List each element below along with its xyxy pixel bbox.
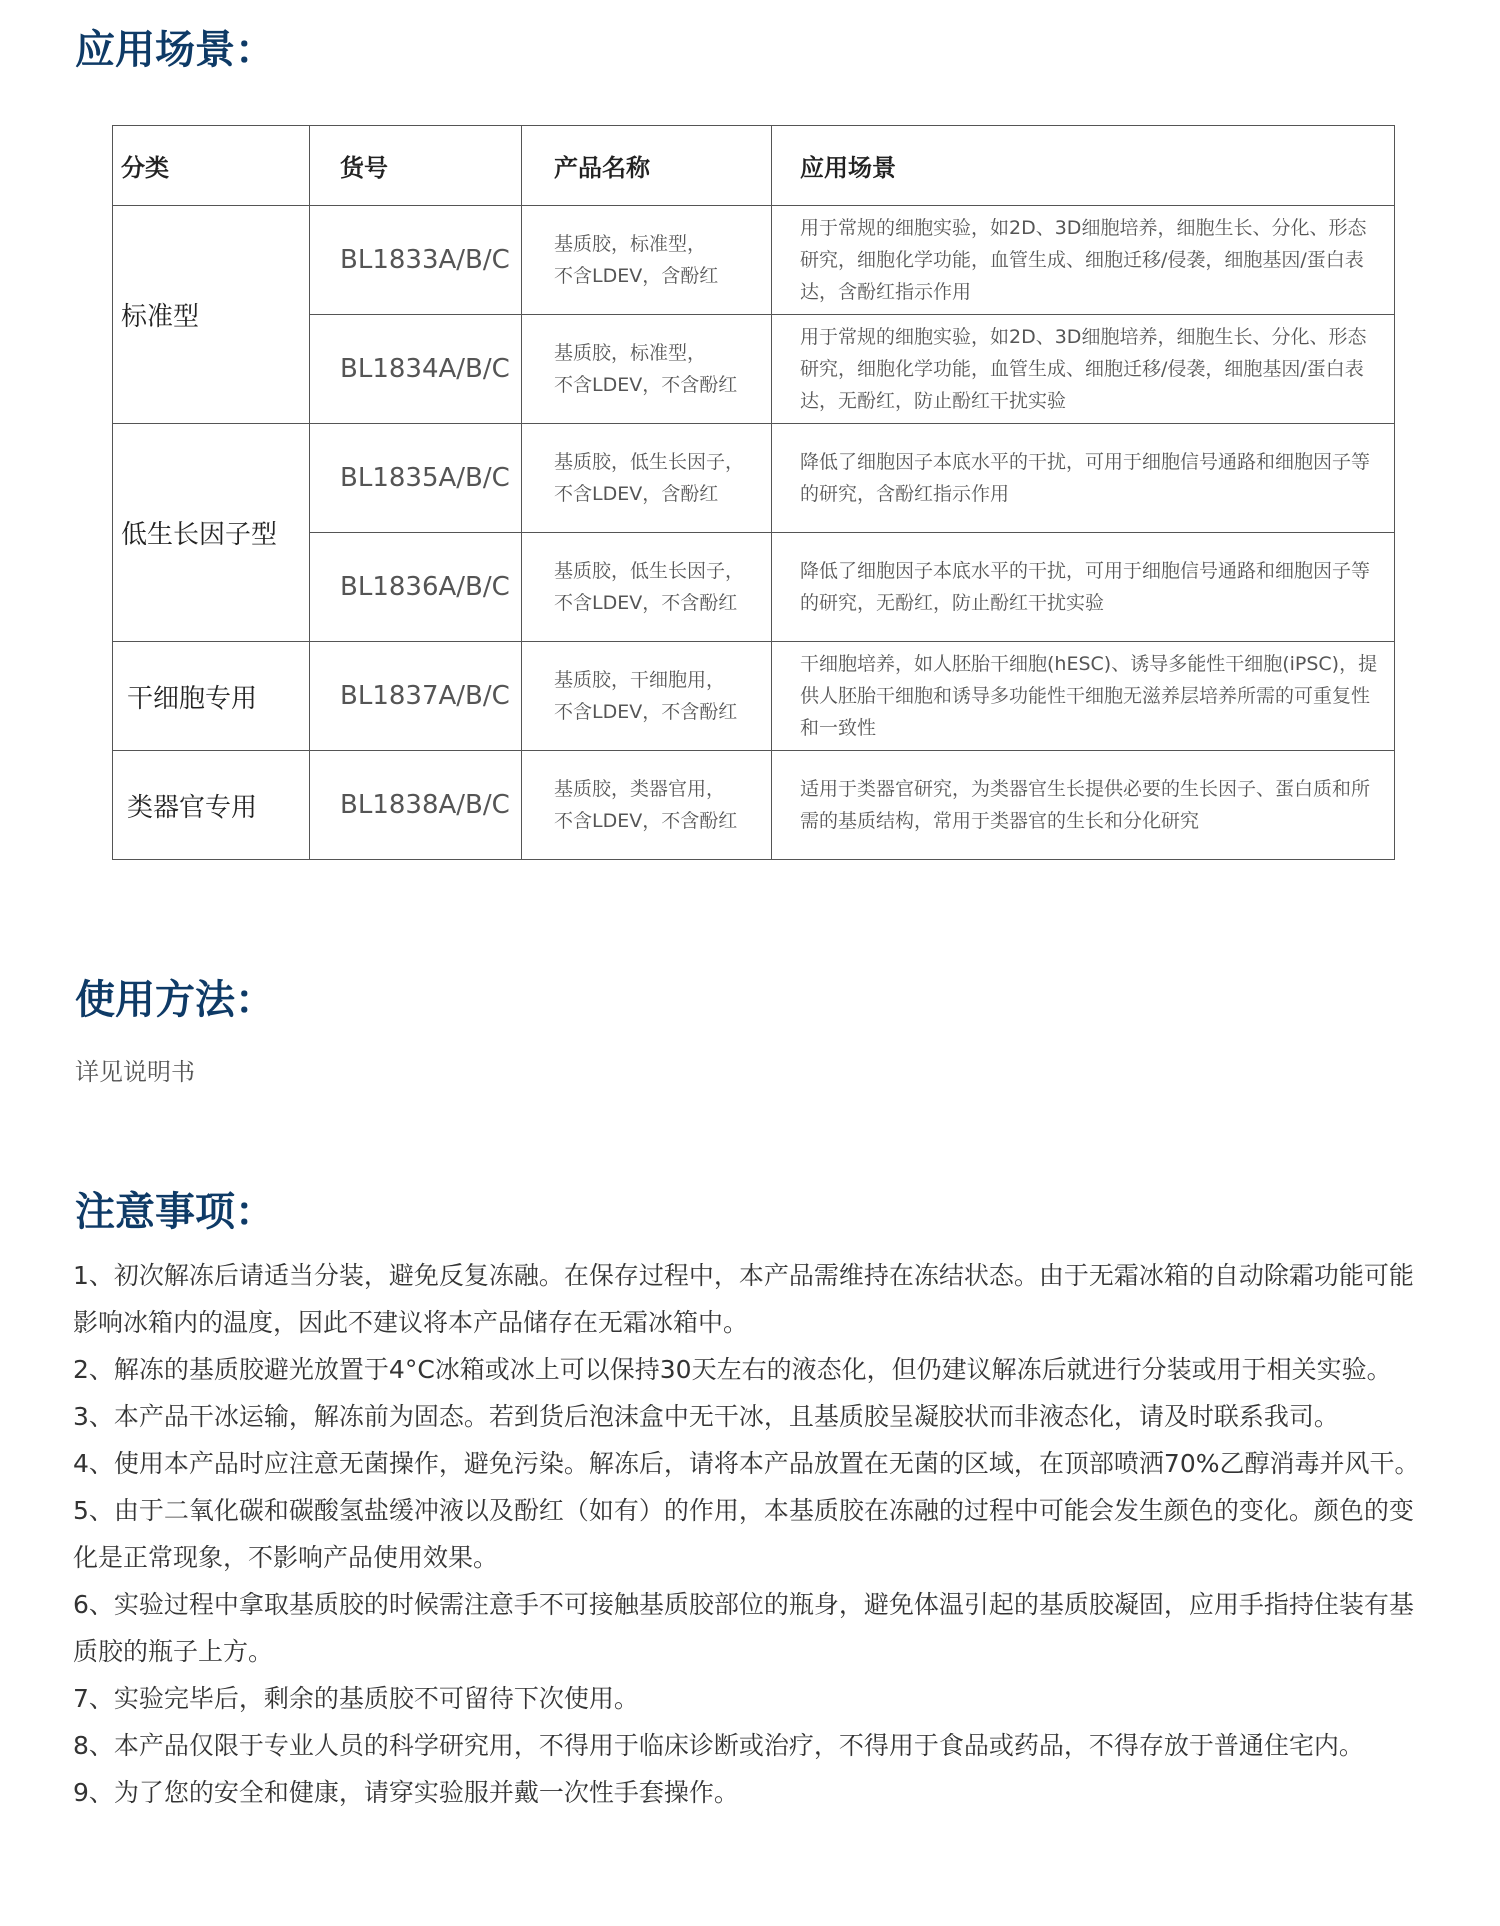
table-row: [113, 751, 1395, 860]
product-name: 基质胶，低生长因子， 不含LDEV，含酚红: [522, 424, 772, 533]
scene-description: 干细胞培养，如人胚胎干细胞(hESC)、诱导多能性干细胞(iPSC)，提供人胚胎干细胞和诱导多功能性干细胞无滋养层培养所需的可重复性和一致性: [772, 642, 1395, 751]
product-name: 基质胶，低生长因子， 不含LDEV，不含酚红: [522, 533, 772, 642]
table-row: [113, 206, 1395, 315]
list-item: 3、本产品干冰运输，解冻前为固态。若到货后泡沫盒中无干冰，且基质胶呈凝胶状而非液态化，请及时联系我司。: [73, 1402, 1339, 1431]
product-code: BL1834A/B/C: [310, 315, 522, 424]
header-product-name: 产品名称: [522, 126, 772, 206]
list-item: 9、为了您的安全和健康，请穿实验服并戴一次性手套操作。: [73, 1778, 739, 1807]
application-scene-table: [112, 125, 1395, 860]
usage-text: 详见说明书: [75, 1058, 195, 1086]
product-name: 基质胶，类器官用， 不含LDEV，不含酚红: [522, 751, 772, 860]
product-name: 基质胶，标准型， 不含LDEV，含酚红: [522, 206, 772, 315]
application-section-title: 应用场景：: [75, 27, 275, 73]
scene-description: 用于常规的细胞实验，如2D、3D细胞培养，细胞生长、分化、形态研究，细胞化学功能，血管生成、细胞迁移/侵袭，细胞基因/蛋白表达，无酚红，防止酚红干扰实验: [772, 315, 1395, 424]
category-cell: 类器官专用: [113, 751, 310, 860]
product-code: BL1836A/B/C: [310, 533, 522, 642]
header-scene: 应用场景: [772, 126, 1395, 206]
category-cell: 标准型: [113, 206, 310, 424]
table-row: [113, 424, 1395, 533]
table-header-row: [113, 126, 1395, 206]
category-cell: 干细胞专用: [113, 642, 310, 751]
notes-list: [73, 1252, 1433, 1816]
list-item: 7、实验完毕后，剩余的基质胶不可留待下次使用。: [73, 1684, 639, 1713]
list-item: 4、使用本产品时应注意无菌操作，避免污染。解冻后，请将本产品放置在无菌的区域，在顶部喷洒70%乙醇消毒并风干。: [73, 1449, 1420, 1478]
scene-description: 降低了细胞因子本底水平的干扰，可用于细胞信号通路和细胞因子等的研究，无酚红，防止酚红干扰实验: [772, 533, 1395, 642]
header-category: 分类: [113, 126, 310, 206]
category-cell: 低生长因子型: [113, 424, 310, 642]
scene-description: 降低了细胞因子本底水平的干扰，可用于细胞信号通路和细胞因子等的研究，含酚红指示作用: [772, 424, 1395, 533]
scene-description: 用于常规的细胞实验，如2D、3D细胞培养，细胞生长、分化、形态研究，细胞化学功能，血管生成、细胞迁移/侵袭，细胞基因/蛋白表达，含酚红指示作用: [772, 206, 1395, 315]
table-row: [113, 642, 1395, 751]
product-code: BL1835A/B/C: [310, 424, 522, 533]
header-code: 货号: [310, 126, 522, 206]
product-code: BL1833A/B/C: [310, 206, 522, 315]
product-name: 基质胶，标准型， 不含LDEV，不含酚红: [522, 315, 772, 424]
product-code: BL1837A/B/C: [310, 642, 522, 751]
product-name: 基质胶，干细胞用， 不含LDEV，不含酚红: [522, 642, 772, 751]
list-item: 1、初次解冻后请适当分装，避免反复冻融。在保存过程中，本产品需维持在冻结状态。由于无霜冰箱的自动除霜功能可能影响冰箱内的温度，因此不建议将本产品储存在无霜冰箱中。: [73, 1261, 1414, 1337]
product-code: BL1838A/B/C: [310, 751, 522, 860]
list-item: 2、解冻的基质胶避光放置于4°C冰箱或冰上可以保持30天左右的液态化，但仍建议解冻后就进行分装或用于相关实验。: [73, 1355, 1392, 1384]
usage-section-title: 使用方法：: [75, 977, 275, 1023]
list-item: 8、本产品仅限于专业人员的科学研究用，不得用于临床诊断或治疗，不得用于食品或药品，不得存放于普通住宅内。: [73, 1731, 1364, 1760]
list-item: 6、实验过程中拿取基质胶的时候需注意手不可接触基质胶部位的瓶身，避免体温引起的基质胶凝固，应用手指持住装有基质胶的瓶子上方。: [73, 1590, 1414, 1666]
notes-section-title: 注意事项：: [75, 1189, 275, 1235]
list-item: 5、由于二氧化碳和碳酸氢盐缓冲液以及酚红（如有）的作用，本基质胶在冻融的过程中可能会发生颜色的变化。颜色的变化是正常现象，不影响产品使用效果。: [73, 1496, 1414, 1572]
scene-description: 适用于类器官研究，为类器官生长提供必要的生长因子、蛋白质和所需的基质结构，常用于类器官的生长和分化研究: [772, 751, 1395, 860]
